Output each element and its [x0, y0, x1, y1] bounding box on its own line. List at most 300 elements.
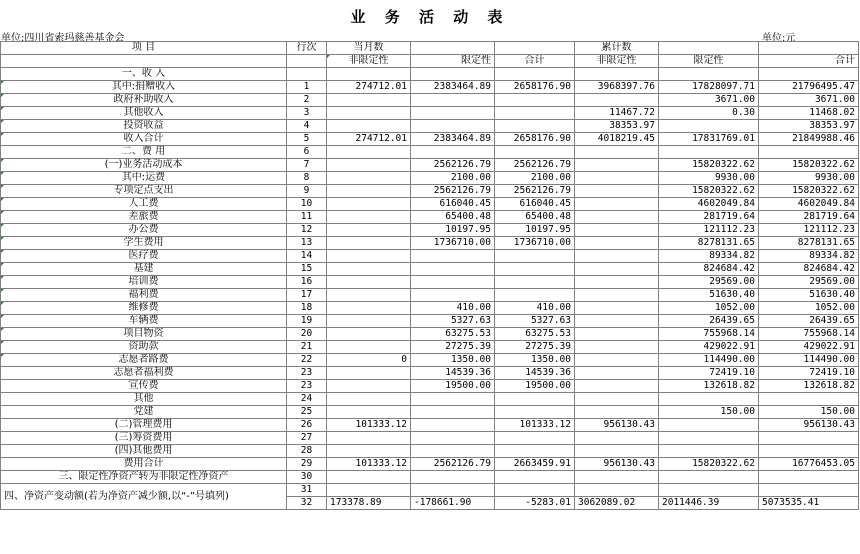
cell-cu-unrestricted	[575, 380, 659, 393]
row-no: 3	[287, 107, 327, 120]
cell-cm-restricted	[411, 107, 495, 120]
header-blank	[495, 42, 575, 55]
cell-cm-unrestricted: 274712.01	[327, 133, 411, 146]
cell-empty	[659, 484, 759, 497]
cell-cm-total	[495, 94, 575, 107]
cell-cu-total: 72419.10	[759, 367, 859, 380]
cell-cm-unrestricted	[327, 68, 411, 81]
row-no: 6	[287, 146, 327, 159]
row-label: 维修费	[1, 302, 287, 315]
cell-cu-restricted	[659, 432, 759, 445]
cell-cu-unrestricted	[575, 68, 659, 81]
cell-cm-unrestricted	[327, 146, 411, 159]
row-label: (二)管理费用	[1, 419, 287, 432]
cell-cu-total: 9930.00	[759, 172, 859, 185]
cell-cm-unrestricted: 173378.89	[327, 497, 411, 510]
table-footer	[1, 484, 859, 510]
cell-cm-total: 19500.00	[495, 380, 575, 393]
row-label: 学生费用	[1, 237, 287, 250]
unit-currency: 单位:元	[762, 33, 796, 44]
table-row	[1, 289, 859, 302]
table-row	[1, 81, 859, 94]
row-no: 16	[287, 276, 327, 289]
cell-cm-restricted: 2100.00	[411, 172, 495, 185]
table-row	[1, 471, 859, 484]
table-row	[1, 328, 859, 341]
activity-table	[0, 41, 859, 510]
row-label: 三、限定性净资产转为非限定性净资产	[1, 471, 287, 484]
cell-cm-restricted	[411, 406, 495, 419]
table-row	[1, 393, 859, 406]
cell-cu-total: 15820322.62	[759, 159, 859, 172]
table-row	[1, 276, 859, 289]
cell-cu-total: 281719.64	[759, 211, 859, 224]
cell-cu-unrestricted: 3062089.02	[575, 497, 659, 510]
table-row	[1, 198, 859, 211]
cell-empty	[411, 484, 495, 497]
cell-cm-unrestricted	[327, 276, 411, 289]
cell-cu-total: 5073535.41	[759, 497, 859, 510]
row-no: 24	[287, 393, 327, 406]
cell-cu-restricted: 89334.82	[659, 250, 759, 263]
cell-cu-total: 429022.91	[759, 341, 859, 354]
cell-cm-unrestricted	[327, 380, 411, 393]
row-label: 党建	[1, 406, 287, 419]
row-label: (一)业务活动成本	[1, 159, 287, 172]
cell-cu-restricted: 429022.91	[659, 341, 759, 354]
row-no: 22	[287, 354, 327, 367]
row-label: 其中:捐赠收入	[1, 81, 287, 94]
cell-cu-restricted: 4602049.84	[659, 198, 759, 211]
cell-cu-unrestricted	[575, 341, 659, 354]
cell-cu-restricted: 29569.00	[659, 276, 759, 289]
table-row	[1, 94, 859, 107]
cell-cu-total: 21849988.46	[759, 133, 859, 146]
cell-cm-unrestricted: 274712.01	[327, 81, 411, 94]
cell-cu-total: 51630.40	[759, 289, 859, 302]
table-row	[1, 159, 859, 172]
cell-cu-restricted: 0.30	[659, 107, 759, 120]
cell-cm-restricted	[411, 68, 495, 81]
row-no	[287, 68, 327, 81]
cell-cu-total: 114490.00	[759, 354, 859, 367]
cell-cm-restricted	[411, 393, 495, 406]
table-row	[1, 68, 859, 81]
row-no: 19	[287, 315, 327, 328]
cell-empty	[759, 484, 859, 497]
table-row	[1, 120, 859, 133]
cell-cu-unrestricted: 3968397.76	[575, 81, 659, 94]
row-label: 其他收入	[1, 107, 287, 120]
table-row	[1, 302, 859, 315]
cell-cm-restricted	[411, 263, 495, 276]
cell-cm-restricted: 10197.95	[411, 224, 495, 237]
table-row-last-a	[1, 484, 859, 497]
cell-cu-total	[759, 393, 859, 406]
table-body	[1, 68, 859, 484]
cell-cm-unrestricted	[327, 107, 411, 120]
row-no: 26	[287, 419, 327, 432]
row-label: 志愿者福利费	[1, 367, 287, 380]
cell-cu-restricted: 15820322.62	[659, 185, 759, 198]
cell-cm-total: 410.00	[495, 302, 575, 315]
cell-cu-total: 8278131.65	[759, 237, 859, 250]
row-label: (四)其他费用	[1, 445, 287, 458]
row-label: 资助款	[1, 341, 287, 354]
cell-cu-total: 89334.82	[759, 250, 859, 263]
cell-cm-unrestricted	[327, 393, 411, 406]
row-label: 项目物资	[1, 328, 287, 341]
cell-cu-unrestricted	[575, 263, 659, 276]
cell-cu-restricted	[659, 471, 759, 484]
cell-cu-restricted: 281719.64	[659, 211, 759, 224]
row-no: 23	[287, 367, 327, 380]
cell-cm-total: 63275.53	[495, 328, 575, 341]
cell-cm-unrestricted	[327, 328, 411, 341]
cell-cm-total	[495, 471, 575, 484]
cell-cu-total: 15820322.62	[759, 185, 859, 198]
cell-cu-total: 26439.65	[759, 315, 859, 328]
row-no: 21	[287, 341, 327, 354]
cell-cm-total: -5283.01	[495, 497, 575, 510]
header-cm-restricted: 限定性	[411, 55, 495, 68]
header-cm-unrestricted: 非限定性	[327, 55, 411, 68]
cell-cm-total: 2562126.79	[495, 159, 575, 172]
table-row	[1, 341, 859, 354]
cell-cu-unrestricted: 4018219.45	[575, 133, 659, 146]
cell-cm-restricted	[411, 445, 495, 458]
table-row	[1, 172, 859, 185]
cell-cm-unrestricted	[327, 185, 411, 198]
row-no: 11	[287, 211, 327, 224]
cell-cu-unrestricted	[575, 172, 659, 185]
row-label: 四、净资产变动额(若为净资产减少额,以“-”号填列)	[1, 484, 287, 510]
header-cumulative: 累计数	[575, 42, 659, 55]
cell-cm-total: 2663459.91	[495, 458, 575, 471]
row-label: 其他	[1, 393, 287, 406]
cell-cm-unrestricted: 0	[327, 354, 411, 367]
table-row	[1, 250, 859, 263]
cell-cu-unrestricted	[575, 159, 659, 172]
cell-cu-unrestricted	[575, 432, 659, 445]
row-no: 15	[287, 263, 327, 276]
row-no: 7	[287, 159, 327, 172]
cell-cu-restricted: 2011446.39	[659, 497, 759, 510]
header-blank	[659, 42, 759, 55]
cell-empty	[495, 484, 575, 497]
row-no: 28	[287, 445, 327, 458]
cell-cm-restricted: 2383464.89	[411, 81, 495, 94]
cell-cm-unrestricted	[327, 120, 411, 133]
cell-cu-unrestricted	[575, 393, 659, 406]
cell-cm-unrestricted	[327, 445, 411, 458]
cell-cm-total	[495, 406, 575, 419]
row-label: 差旅费	[1, 211, 287, 224]
cell-empty	[327, 484, 411, 497]
row-label: 医疗费	[1, 250, 287, 263]
cell-cu-unrestricted	[575, 250, 659, 263]
cell-cu-total	[759, 471, 859, 484]
table-row	[1, 315, 859, 328]
cell-cm-total	[495, 68, 575, 81]
row-label: 人工费	[1, 198, 287, 211]
cell-cm-restricted: 27275.39	[411, 341, 495, 354]
cell-cm-unrestricted	[327, 211, 411, 224]
cell-cm-total	[495, 120, 575, 133]
row-no: 27	[287, 432, 327, 445]
cell-cm-restricted: 2562126.79	[411, 185, 495, 198]
cell-cm-restricted: 1350.00	[411, 354, 495, 367]
header-blank	[287, 55, 327, 68]
header-cu-unrestricted: 非限定性	[575, 55, 659, 68]
cell-cu-unrestricted	[575, 328, 659, 341]
cell-cm-restricted: 14539.36	[411, 367, 495, 380]
row-no: 30	[287, 471, 327, 484]
header-cu-total: 合计	[759, 55, 859, 68]
cell-cm-unrestricted: 101333.12	[327, 419, 411, 432]
cell-cu-total: 824684.42	[759, 263, 859, 276]
header-blank	[411, 42, 495, 55]
cell-cu-restricted: 121112.23	[659, 224, 759, 237]
cell-cu-restricted: 26439.65	[659, 315, 759, 328]
cell-cu-unrestricted	[575, 315, 659, 328]
row-no: 12	[287, 224, 327, 237]
cell-cm-unrestricted	[327, 471, 411, 484]
report-title: 业 务 活 动 表	[350, 8, 510, 26]
cell-cm-unrestricted	[327, 302, 411, 315]
cell-cu-total: 956130.43	[759, 419, 859, 432]
cell-cm-unrestricted	[327, 289, 411, 302]
cell-cu-restricted: 3671.00	[659, 94, 759, 107]
cell-cu-restricted	[659, 120, 759, 133]
cell-cu-total: 755968.14	[759, 328, 859, 341]
table-row	[1, 107, 859, 120]
row-label: (三)筹资费用	[1, 432, 287, 445]
header-cu-restricted: 限定性	[659, 55, 759, 68]
cell-cu-unrestricted	[575, 289, 659, 302]
table-row	[1, 185, 859, 198]
cell-cu-restricted: 1052.00	[659, 302, 759, 315]
cell-cm-total: 101333.12	[495, 419, 575, 432]
cell-cu-restricted: 72419.10	[659, 367, 759, 380]
cell-cm-unrestricted	[327, 432, 411, 445]
cell-cm-total: 2658176.90	[495, 81, 575, 94]
row-no: 31	[287, 484, 327, 497]
row-label: 办公费	[1, 224, 287, 237]
cell-cu-unrestricted: 956130.43	[575, 458, 659, 471]
cell-cu-total: 4602049.84	[759, 198, 859, 211]
cell-cu-unrestricted: 38353.97	[575, 120, 659, 133]
header-row-no: 行次	[287, 42, 327, 55]
cell-cm-unrestricted	[327, 263, 411, 276]
header-item: 项 目	[1, 42, 287, 55]
cell-cm-total: 2562126.79	[495, 185, 575, 198]
cell-cm-restricted: 410.00	[411, 302, 495, 315]
cell-cm-total: 1350.00	[495, 354, 575, 367]
cell-empty	[575, 484, 659, 497]
cell-cu-unrestricted	[575, 471, 659, 484]
cell-cu-unrestricted	[575, 94, 659, 107]
row-label: 福利费	[1, 289, 287, 302]
cell-cu-restricted: 17828097.71	[659, 81, 759, 94]
row-no: 13	[287, 237, 327, 250]
cell-cu-unrestricted	[575, 224, 659, 237]
row-label: 志愿者路费	[1, 354, 287, 367]
table-row	[1, 211, 859, 224]
cell-cm-total: 27275.39	[495, 341, 575, 354]
cell-cu-restricted	[659, 393, 759, 406]
row-no: 29	[287, 458, 327, 471]
row-no: 10	[287, 198, 327, 211]
cell-cm-total: 2100.00	[495, 172, 575, 185]
cell-cm-restricted	[411, 471, 495, 484]
cell-cm-restricted	[411, 432, 495, 445]
cell-cu-restricted: 150.00	[659, 406, 759, 419]
row-no: 14	[287, 250, 327, 263]
cell-cm-restricted: 1736710.00	[411, 237, 495, 250]
cell-cu-unrestricted	[575, 367, 659, 380]
cell-cm-total	[495, 107, 575, 120]
header-row-1	[1, 42, 859, 55]
cell-cu-total: 21796495.47	[759, 81, 859, 94]
cell-cm-restricted: -178661.90	[411, 497, 495, 510]
row-label: 一、收 入	[1, 68, 287, 81]
cell-cu-total: 29569.00	[759, 276, 859, 289]
cell-cu-restricted: 51630.40	[659, 289, 759, 302]
cell-cm-total: 65400.48	[495, 211, 575, 224]
row-no: 32	[287, 497, 327, 510]
table-row	[1, 445, 859, 458]
header-blank	[1, 55, 287, 68]
row-no: 20	[287, 328, 327, 341]
row-no: 18	[287, 302, 327, 315]
table-row	[1, 432, 859, 445]
cell-cu-unrestricted	[575, 146, 659, 159]
cell-cu-restricted	[659, 146, 759, 159]
cell-cu-restricted	[659, 445, 759, 458]
row-no: 23	[287, 380, 327, 393]
header-row-2	[1, 55, 859, 68]
cell-cm-total	[495, 289, 575, 302]
row-no: 9	[287, 185, 327, 198]
cell-cm-restricted	[411, 250, 495, 263]
table-row	[1, 367, 859, 380]
cell-cm-restricted	[411, 94, 495, 107]
table-row	[1, 380, 859, 393]
cell-cm-restricted: 5327.63	[411, 315, 495, 328]
header-current-month: 当月数	[327, 42, 411, 55]
row-label: 车辆费	[1, 315, 287, 328]
cell-cu-unrestricted	[575, 406, 659, 419]
cell-cm-unrestricted	[327, 198, 411, 211]
cell-cu-total	[759, 146, 859, 159]
cell-cm-total	[495, 250, 575, 263]
table-row	[1, 406, 859, 419]
table-row	[1, 419, 859, 432]
cell-cu-unrestricted	[575, 198, 659, 211]
cell-cm-total: 5327.63	[495, 315, 575, 328]
cell-cm-unrestricted	[327, 367, 411, 380]
cell-cu-total	[759, 445, 859, 458]
cell-cm-total: 1736710.00	[495, 237, 575, 250]
cell-cm-unrestricted	[327, 250, 411, 263]
table-row	[1, 133, 859, 146]
cell-cu-total: 121112.23	[759, 224, 859, 237]
row-no: 2	[287, 94, 327, 107]
cell-cm-unrestricted	[327, 315, 411, 328]
cell-cm-total	[495, 432, 575, 445]
cell-cm-restricted	[411, 276, 495, 289]
cell-cu-total: 132618.82	[759, 380, 859, 393]
cell-cm-total: 14539.36	[495, 367, 575, 380]
cell-cm-restricted: 616040.45	[411, 198, 495, 211]
cell-cu-total: 11468.02	[759, 107, 859, 120]
row-no: 25	[287, 406, 327, 419]
cell-cm-unrestricted	[327, 341, 411, 354]
cell-cm-unrestricted	[327, 94, 411, 107]
cell-cu-restricted: 8278131.65	[659, 237, 759, 250]
cell-cm-total	[495, 276, 575, 289]
cell-cu-unrestricted	[575, 237, 659, 250]
table-row	[1, 354, 859, 367]
cell-cm-unrestricted	[327, 224, 411, 237]
row-label: 政府补助收入	[1, 94, 287, 107]
cell-cu-total: 1052.00	[759, 302, 859, 315]
cell-cm-restricted: 63275.53	[411, 328, 495, 341]
row-label: 费用合计	[1, 458, 287, 471]
cell-cm-restricted: 2562126.79	[411, 458, 495, 471]
cell-cu-unrestricted	[575, 354, 659, 367]
cell-cu-unrestricted	[575, 276, 659, 289]
cell-cu-unrestricted	[575, 445, 659, 458]
row-label: 投资收益	[1, 120, 287, 133]
cell-cu-restricted: 755968.14	[659, 328, 759, 341]
row-label: 基建	[1, 263, 287, 276]
cell-cm-restricted	[411, 289, 495, 302]
cell-cm-restricted: 65400.48	[411, 211, 495, 224]
cell-cu-restricted: 132618.82	[659, 380, 759, 393]
cell-cm-unrestricted	[327, 406, 411, 419]
row-label: 收入合计	[1, 133, 287, 146]
row-label: 培训费	[1, 276, 287, 289]
row-no: 1	[287, 81, 327, 94]
cell-cm-restricted: 19500.00	[411, 380, 495, 393]
cell-cm-total: 616040.45	[495, 198, 575, 211]
cell-cu-restricted: 15820322.62	[659, 159, 759, 172]
cell-cm-restricted	[411, 120, 495, 133]
cell-cm-total	[495, 393, 575, 406]
row-no: 17	[287, 289, 327, 302]
cell-cm-restricted	[411, 146, 495, 159]
row-no: 4	[287, 120, 327, 133]
header-cm-total: 合计	[495, 55, 575, 68]
cell-cm-unrestricted: 101333.12	[327, 458, 411, 471]
cell-cu-total: 16776453.05	[759, 458, 859, 471]
row-label: 宣传费	[1, 380, 287, 393]
cell-cm-total: 2658176.90	[495, 133, 575, 146]
cell-cu-unrestricted: 11467.72	[575, 107, 659, 120]
cell-cm-restricted: 2562126.79	[411, 159, 495, 172]
cell-cu-unrestricted: 956130.43	[575, 419, 659, 432]
cell-cu-restricted: 17831769.01	[659, 133, 759, 146]
row-no: 5	[287, 133, 327, 146]
cell-cu-restricted: 9930.00	[659, 172, 759, 185]
header-blank	[759, 42, 859, 55]
cell-cu-restricted	[659, 419, 759, 432]
cell-cu-total	[759, 68, 859, 81]
cell-cu-restricted: 114490.00	[659, 354, 759, 367]
cell-cu-restricted: 15820322.62	[659, 458, 759, 471]
